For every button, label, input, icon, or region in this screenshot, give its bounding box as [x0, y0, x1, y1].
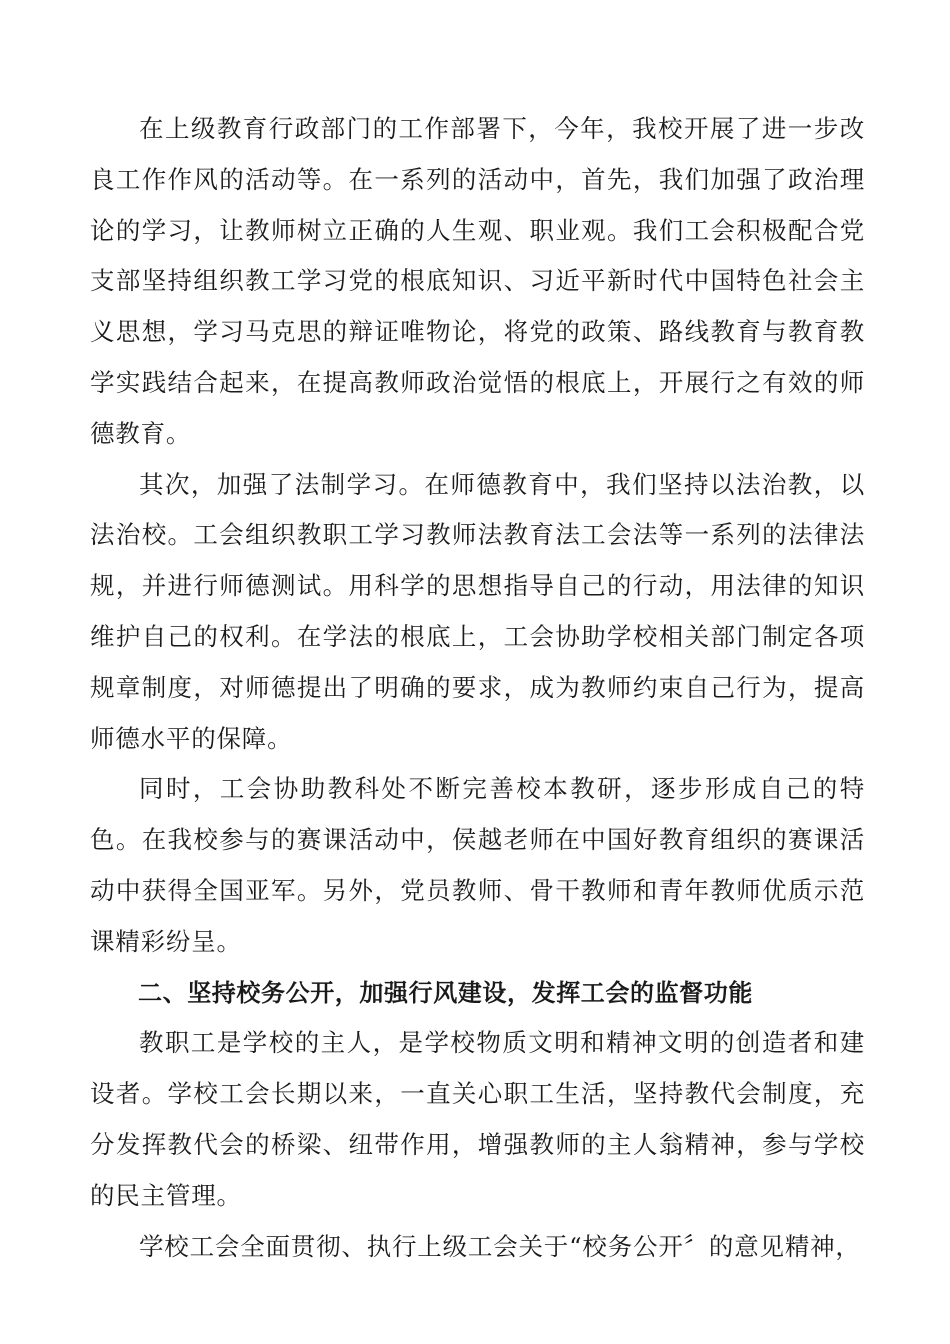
- paragraph-affairs-disclosure: 学校工会全面贯彻、执行上级工会关于“校务公开〞的意见精神，: [139, 1231, 861, 1261]
- section-heading: 二、坚持校务公开，加强行风建设，发挥工会的监督功能: [138, 978, 753, 1007]
- paragraph-staff-congress: 教职工是学校的主人，是学校物质文明和精神文明的创造者和建设者。学校工会长期以来，一直关心职工生活，坚持教代会制度，充分发挥教代会的桥梁、纽带作用，增强教师的主人翁精神，参与学校的民主管理。: [90, 1028, 865, 1210]
- paragraph-work-style: 在上级教育行政部门的工作部署下，今年，我校开展了进一步改良工作作风的活动等。在一系列的活动中，首先，我们加强了政治理论的学习，让教师树立正确的人生观、职业观。我们工会积极配合党支部坚持组织教工学习党的根底知识、习近平新时代中国特色社会主义思想，学习马克思的辩证唯物论，将党的政策、路线教育与教育教学实践结合起来，在提高教师政治觉悟的根底上，开展行之有效的师德教育。: [90, 114, 865, 448]
- paragraph-legal-study: 其次，加强了法制学习。在师德教育中，我们坚持以法治教，以法治校。工会组织教职工学习教师法教育法工会法等一系列的法律法规，并进行师德测试。用科学的思想指导自己的行动，用法律的知识维护自己的权利。在学法的根底上，工会协助学校相关部门制定各项规章制度，对师德提出了明确的要求，成为教师约束自己行为，提高师德水平的保障。: [90, 469, 865, 753]
- document-page: [90, 104, 865, 1272]
- paragraph-teaching-research: 同时，工会协助教科处不断完善校本教研，逐步形成自己的特色。在我校参与的赛课活动中，侯越老师在中国好教育组织的赛课活动中获得全国亚军。另外，党员教师、骨干教师和青年教师优质示范课精彩纷呈。: [90, 774, 865, 956]
